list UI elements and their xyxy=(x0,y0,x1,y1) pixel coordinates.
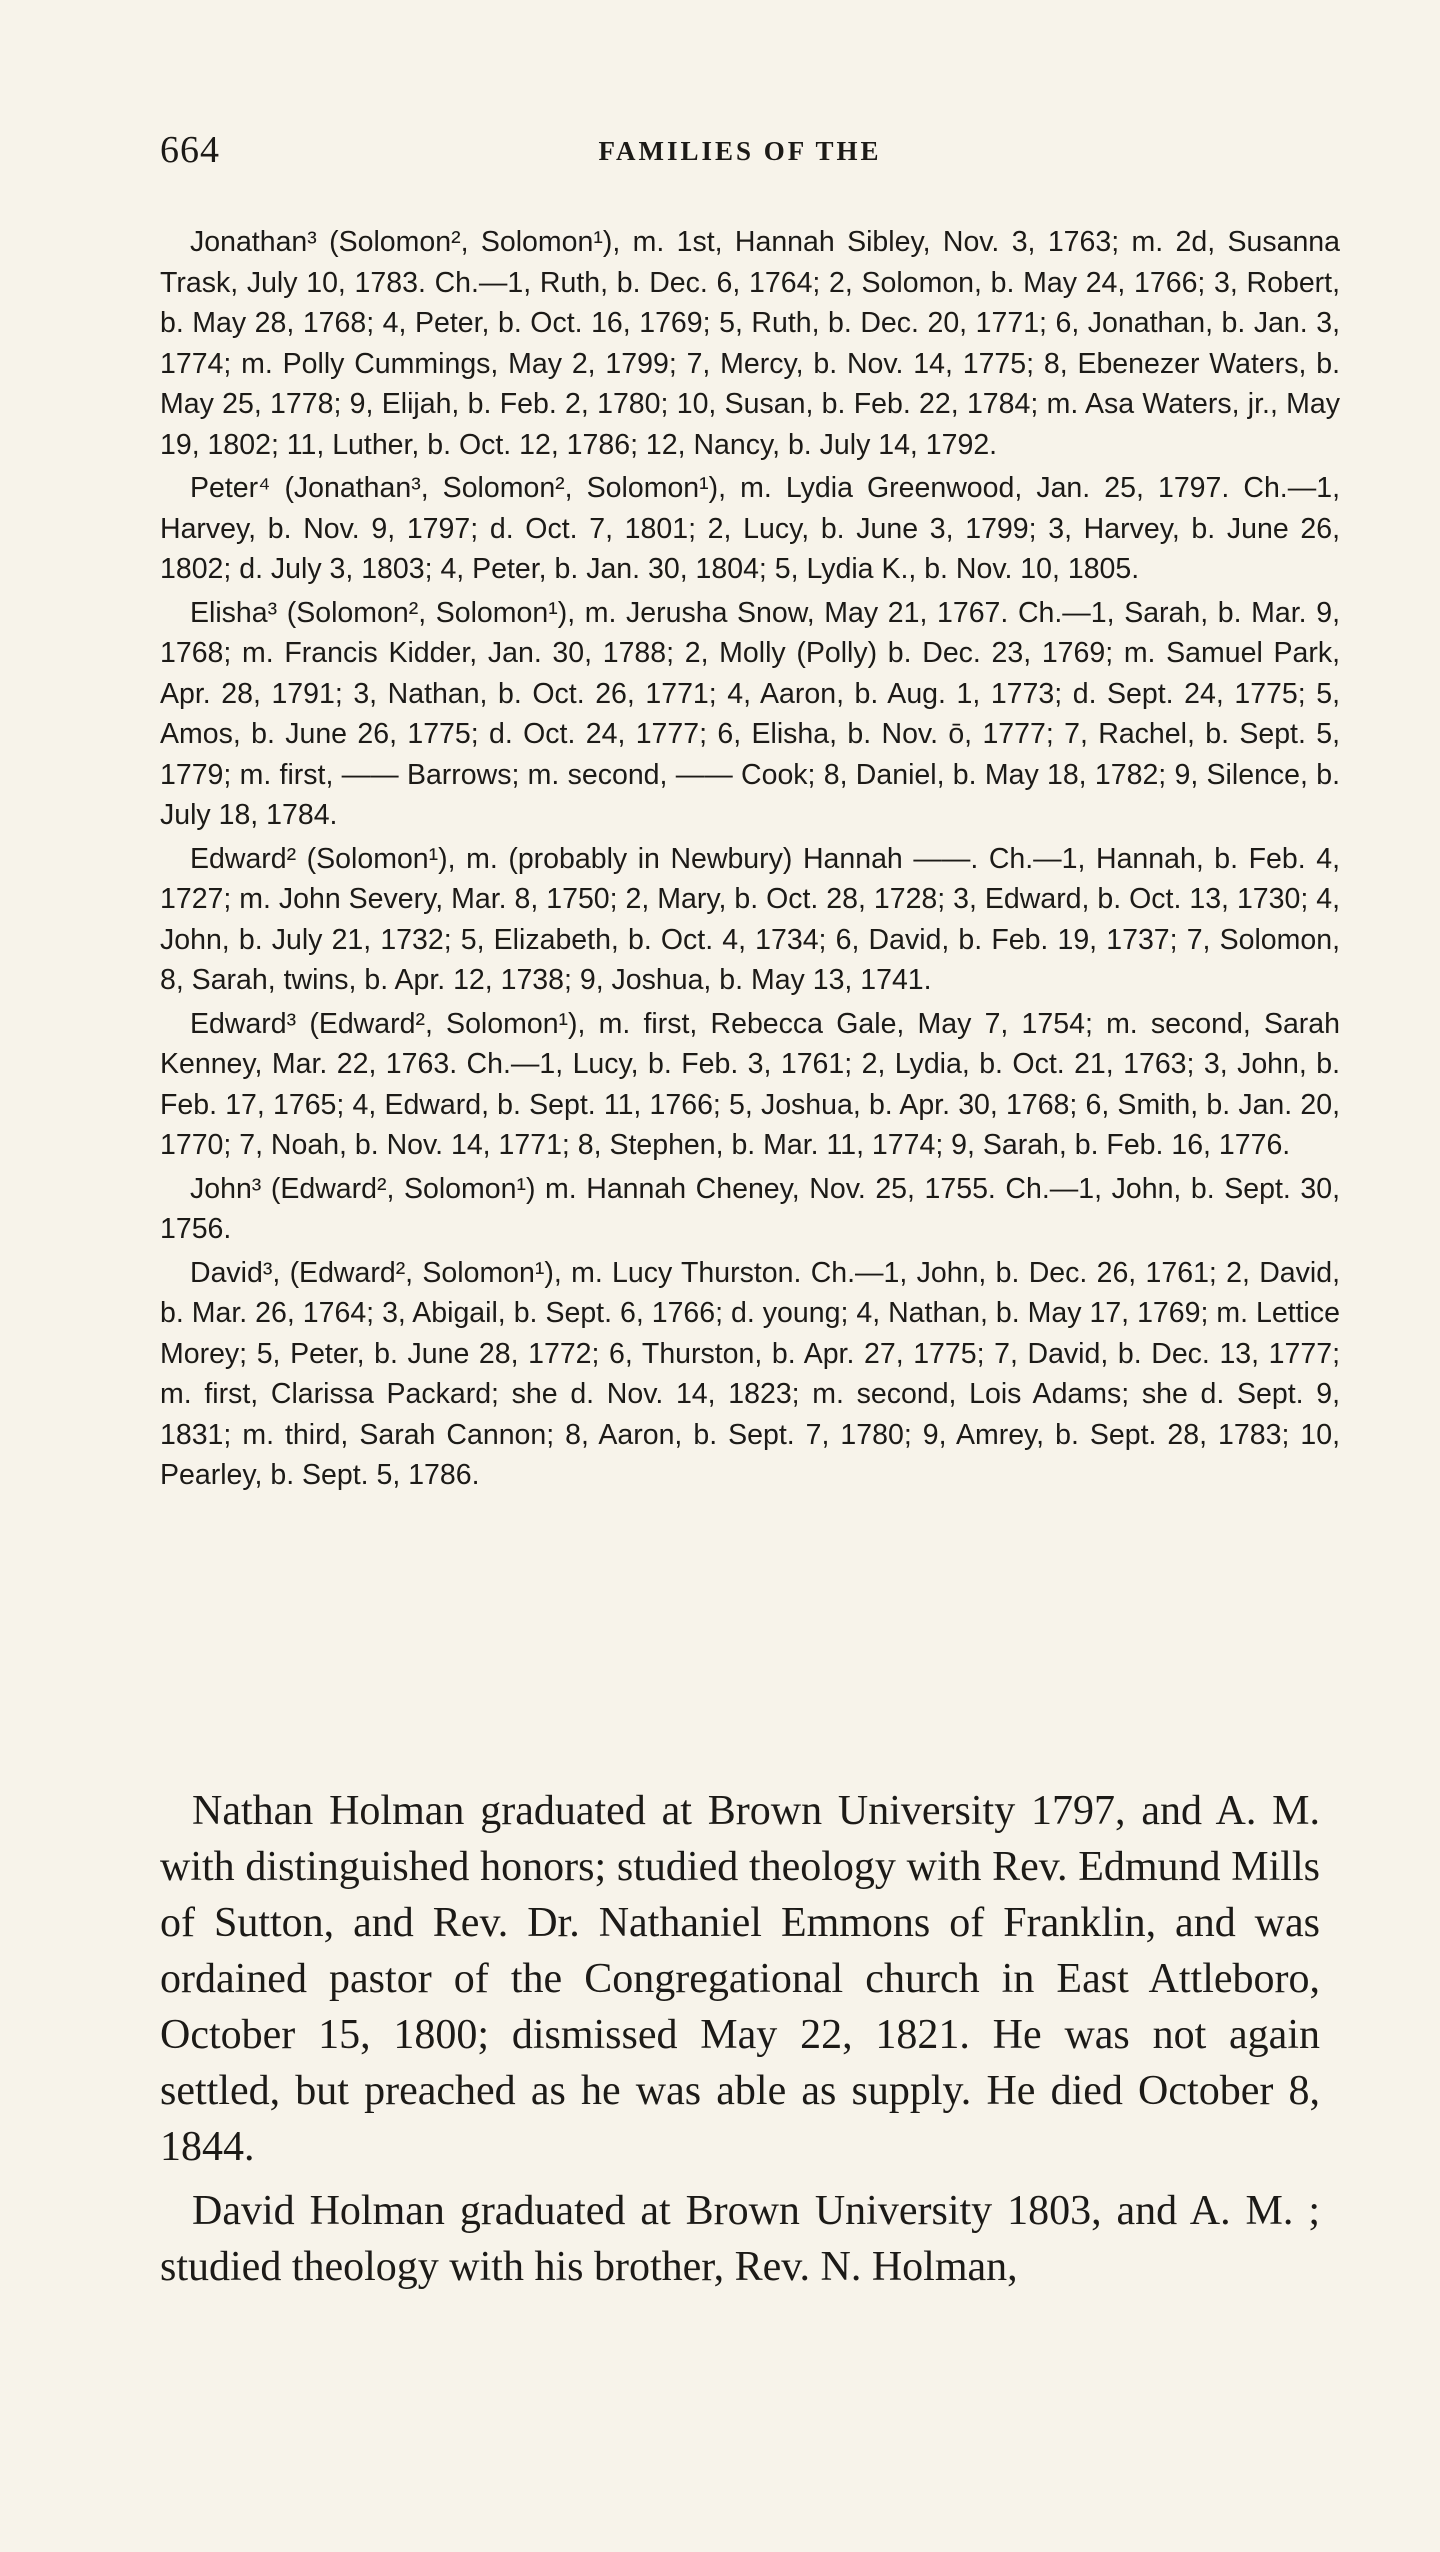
biographical-notes xyxy=(160,1783,1320,2303)
genealogy-entries xyxy=(160,222,1340,1499)
genealogy-entry-jonathan: Jonathan³ (Solomon², Solomon¹), m. 1st, Hannah Sibley, Nov. 3, 1763; m. 2d, Susanna Trask, July 10, 1783. Ch.—1, Ruth, b. Dec. 6, 1764; 2, Solomon, b. May 24, 1766; 3, Robert, b. May 28, 1768; 4, Peter, b. Oct. 16, 1769; 5, Ruth, b. Dec. 20, 1771; 6, Jonathan, b. Jan. 3, 1774; m. Polly Cummings, May 2, 1799; 7, Mercy, b. Nov. 14, 1775; 8, Ebenezer Waters, b. May 25, 1778; 9, Elijah, b. Feb. 2, 1780; 10, Susan, b. Feb. 22, 1784; m. Asa Waters, jr., May 19, 1802; 11, Luther, b. Oct. 12, 1786; 12, Nancy, b. July 14, 1792. xyxy=(160,226,1340,461)
paragraph-nathan-holman: Nathan Holman graduated at Brown University 1797, and A. M. with distinguished honors; studied theology with Rev. Edmund Mills of Sutton, and Rev. Dr. Nathaniel Emmons of Franklin, and was ordained pastor of the Congregational church in East Attleboro, October 15, 1800; dismissed May 22, 1821. He was not again settled, but preached as he was able as supply. He died October 8, 1844. xyxy=(160,1788,1320,2170)
page-header xyxy=(160,128,1320,172)
genealogy-entry-david: David³, (Edward², Solomon¹), m. Lucy Thurston. Ch.—1, John, b. Dec. 26, 1761; 2, David, b. Mar. 26, 1764; 3, Abigail, b. Sept. 6, 1766; d. young; 4, Nathan, b. May 17, 1769; m. Lettice Morey; 5, Peter, b. June 28, 1772; 6, Thurston, b. Apr. 27, 1775; 7, David, b. Dec. 13, 1777; m. first, Clarissa Packard; she d. Nov. 14, 1823; m. second, Lois Adams; she d. Sept. 9, 1831; m. third, Sarah Cannon; 8, Aaron, b. Sept. 7, 1780; 9, Amrey, b. Sept. 28, 1783; 10, Pearley, b. Sept. 5, 1786. xyxy=(160,1256,1340,1491)
genealogy-entry-elisha: Elisha³ (Solomon², Solomon¹), m. Jerusha Snow, May 21, 1767. Ch.—1, Sarah, b. Mar. 9, 1768; m. Francis Kidder, Jan. 30, 1788; 2, Molly (Polly) b. Dec. 23, 1769; m. Samuel Park, Apr. 28, 1791; 3, Nathan, b. Oct. 26, 1771; 4, Aaron, b. Aug. 1, 1773; d. Sept. 24, 1775; 5, Amos, b. June 26, 1775; d. Oct. 24, 1777; 6, Elisha, b. Nov. ō, 1777; 7, Rachel, b. Sept. 5, 1779; m. first, —— Barrows; m. second, —— Cook; 8, Daniel, b. May 18, 1782; 9, Silence, b. July 18, 1784. xyxy=(160,596,1340,831)
genealogy-entry-peter: Peter⁴ (Jonathan³, Solomon², Solomon¹), m. Lydia Greenwood, Jan. 25, 1797. Ch.—1, Harvey, b. Nov. 9, 1797; d. Oct. 7, 1801; 2, Lucy, b. June 3, 1799; 3, Harvey, b. June 26, 1802; d. July 3, 1803; 4, Peter, b. Jan. 30, 1804; 5, Lydia K., b. Nov. 10, 1805. xyxy=(160,472,1340,585)
genealogy-entry-edward-2: Edward² (Solomon¹), m. (probably in Newbury) Hannah ——. Ch.—1, Hannah, b. Feb. 4, 1727; m. John Severy, Mar. 8, 1750; 2, Mary, b. Oct. 28, 1728; 3, Edward, b. Oct. 13, 1730; 4, John, b. July 21, 1732; 5, Elizabeth, b. Oct. 4, 1734; 6, David, b. Feb. 19, 1737; 7, Solomon, 8, Sarah, twins, b. Apr. 12, 1738; 9, Joshua, b. May 13, 1741. xyxy=(160,842,1340,996)
genealogy-entry-john: John³ (Edward², Solomon¹) m. Hannah Cheney, Nov. 25, 1755. Ch.—1, John, b. Sept. 30, 1756. xyxy=(160,1172,1340,1245)
genealogy-entry-edward-3: Edward³ (Edward², Solomon¹), m. first, Rebecca Gale, May 7, 1754; m. second, Sarah Kenney, Mar. 22, 1763. Ch.—1, Lucy, b. Feb. 3, 1761; 2, Lydia, b. Oct. 21, 1763; 3, John, b. Feb. 17, 1765; 4, Edward, b. Sept. 11, 1766; 5, Joshua, b. Apr. 30, 1768; 6, Smith, b. Jan. 20, 1770; 7, Noah, b. Nov. 14, 1771; 8, Stephen, b. Mar. 11, 1774; 9, Sarah, b. Feb. 16, 1776. xyxy=(160,1007,1340,1161)
paragraph-david-holman: David Holman graduated at Brown University 1803, and A. M. ; studied theology with his brother, Rev. N. Holman, xyxy=(160,2188,1320,2290)
page-number: 664 xyxy=(160,129,220,171)
running-title: FAMILIES OF THE xyxy=(598,136,882,166)
